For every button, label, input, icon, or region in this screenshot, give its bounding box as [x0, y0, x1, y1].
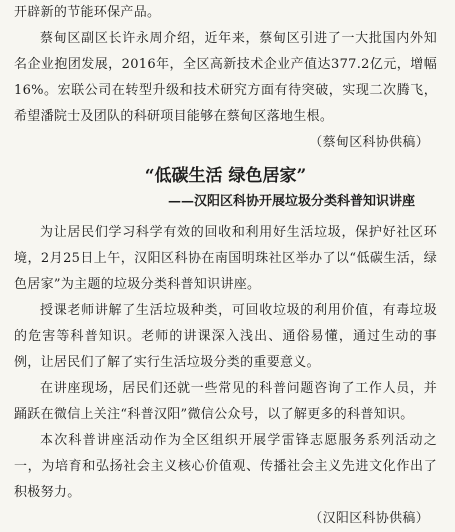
article2-paragraph-4: 本次科普讲座活动作为全区组织开展学雷锋志愿服务系列活动之一，为培育和弘扬社会主义核心价值观、传播社会主义先进文化作出了积极努力。 — [14, 433, 437, 500]
article2-paragraph-3: 在讲座现场，居民们还就一些常见的科普问题咨询了工作人员，并踊跃在微信上关注“科普汉阳”微信公众号，以了解更多的科普知识。 — [14, 381, 437, 422]
article1-tail-line: 开辟新的节能环保产品。 — [14, 5, 161, 20]
article2-title: “低碳生活 绿色居家” — [144, 166, 307, 186]
article1-source: （蔡甸区科协供稿） — [309, 135, 429, 150]
article2-subtitle: ——汉阳区科协开展垃圾分类科普知识讲座 — [167, 194, 415, 209]
article2-source: （汉阳区科协供稿） — [309, 511, 429, 526]
article2-paragraph-1: 为让居民们学习科学有效的回收和利用好生活垃圾，保护好社区环境，2月25日上午，汉阳区科协在南国明珠社区举办了以“低碳生活，绿色居家”为主题的垃圾分类科普知识讲座。 — [14, 225, 437, 292]
article1-paragraph: 蔡甸区副区长许永周介绍，近年来，蔡甸区引进了一大批国内外知名企业抱团发展，2016年，全区高新技术企业产值达377.2亿元，增幅16%。宏联公司在转型升级和技术研究方面有待突破，实现二次腾飞，希望潘院士及团队的科研项目能够在蔡甸区落地生根。 — [14, 31, 437, 124]
article2-paragraph-2: 授课老师讲解了生活垃圾种类，可回收垃圾的利用价值，有毒垃圾的危害等科普知识。老师的讲课深入浅出、通俗易懂，通过生动的事例，让居民们了解了实行生活垃圾分类的重要意义。 — [14, 303, 437, 370]
